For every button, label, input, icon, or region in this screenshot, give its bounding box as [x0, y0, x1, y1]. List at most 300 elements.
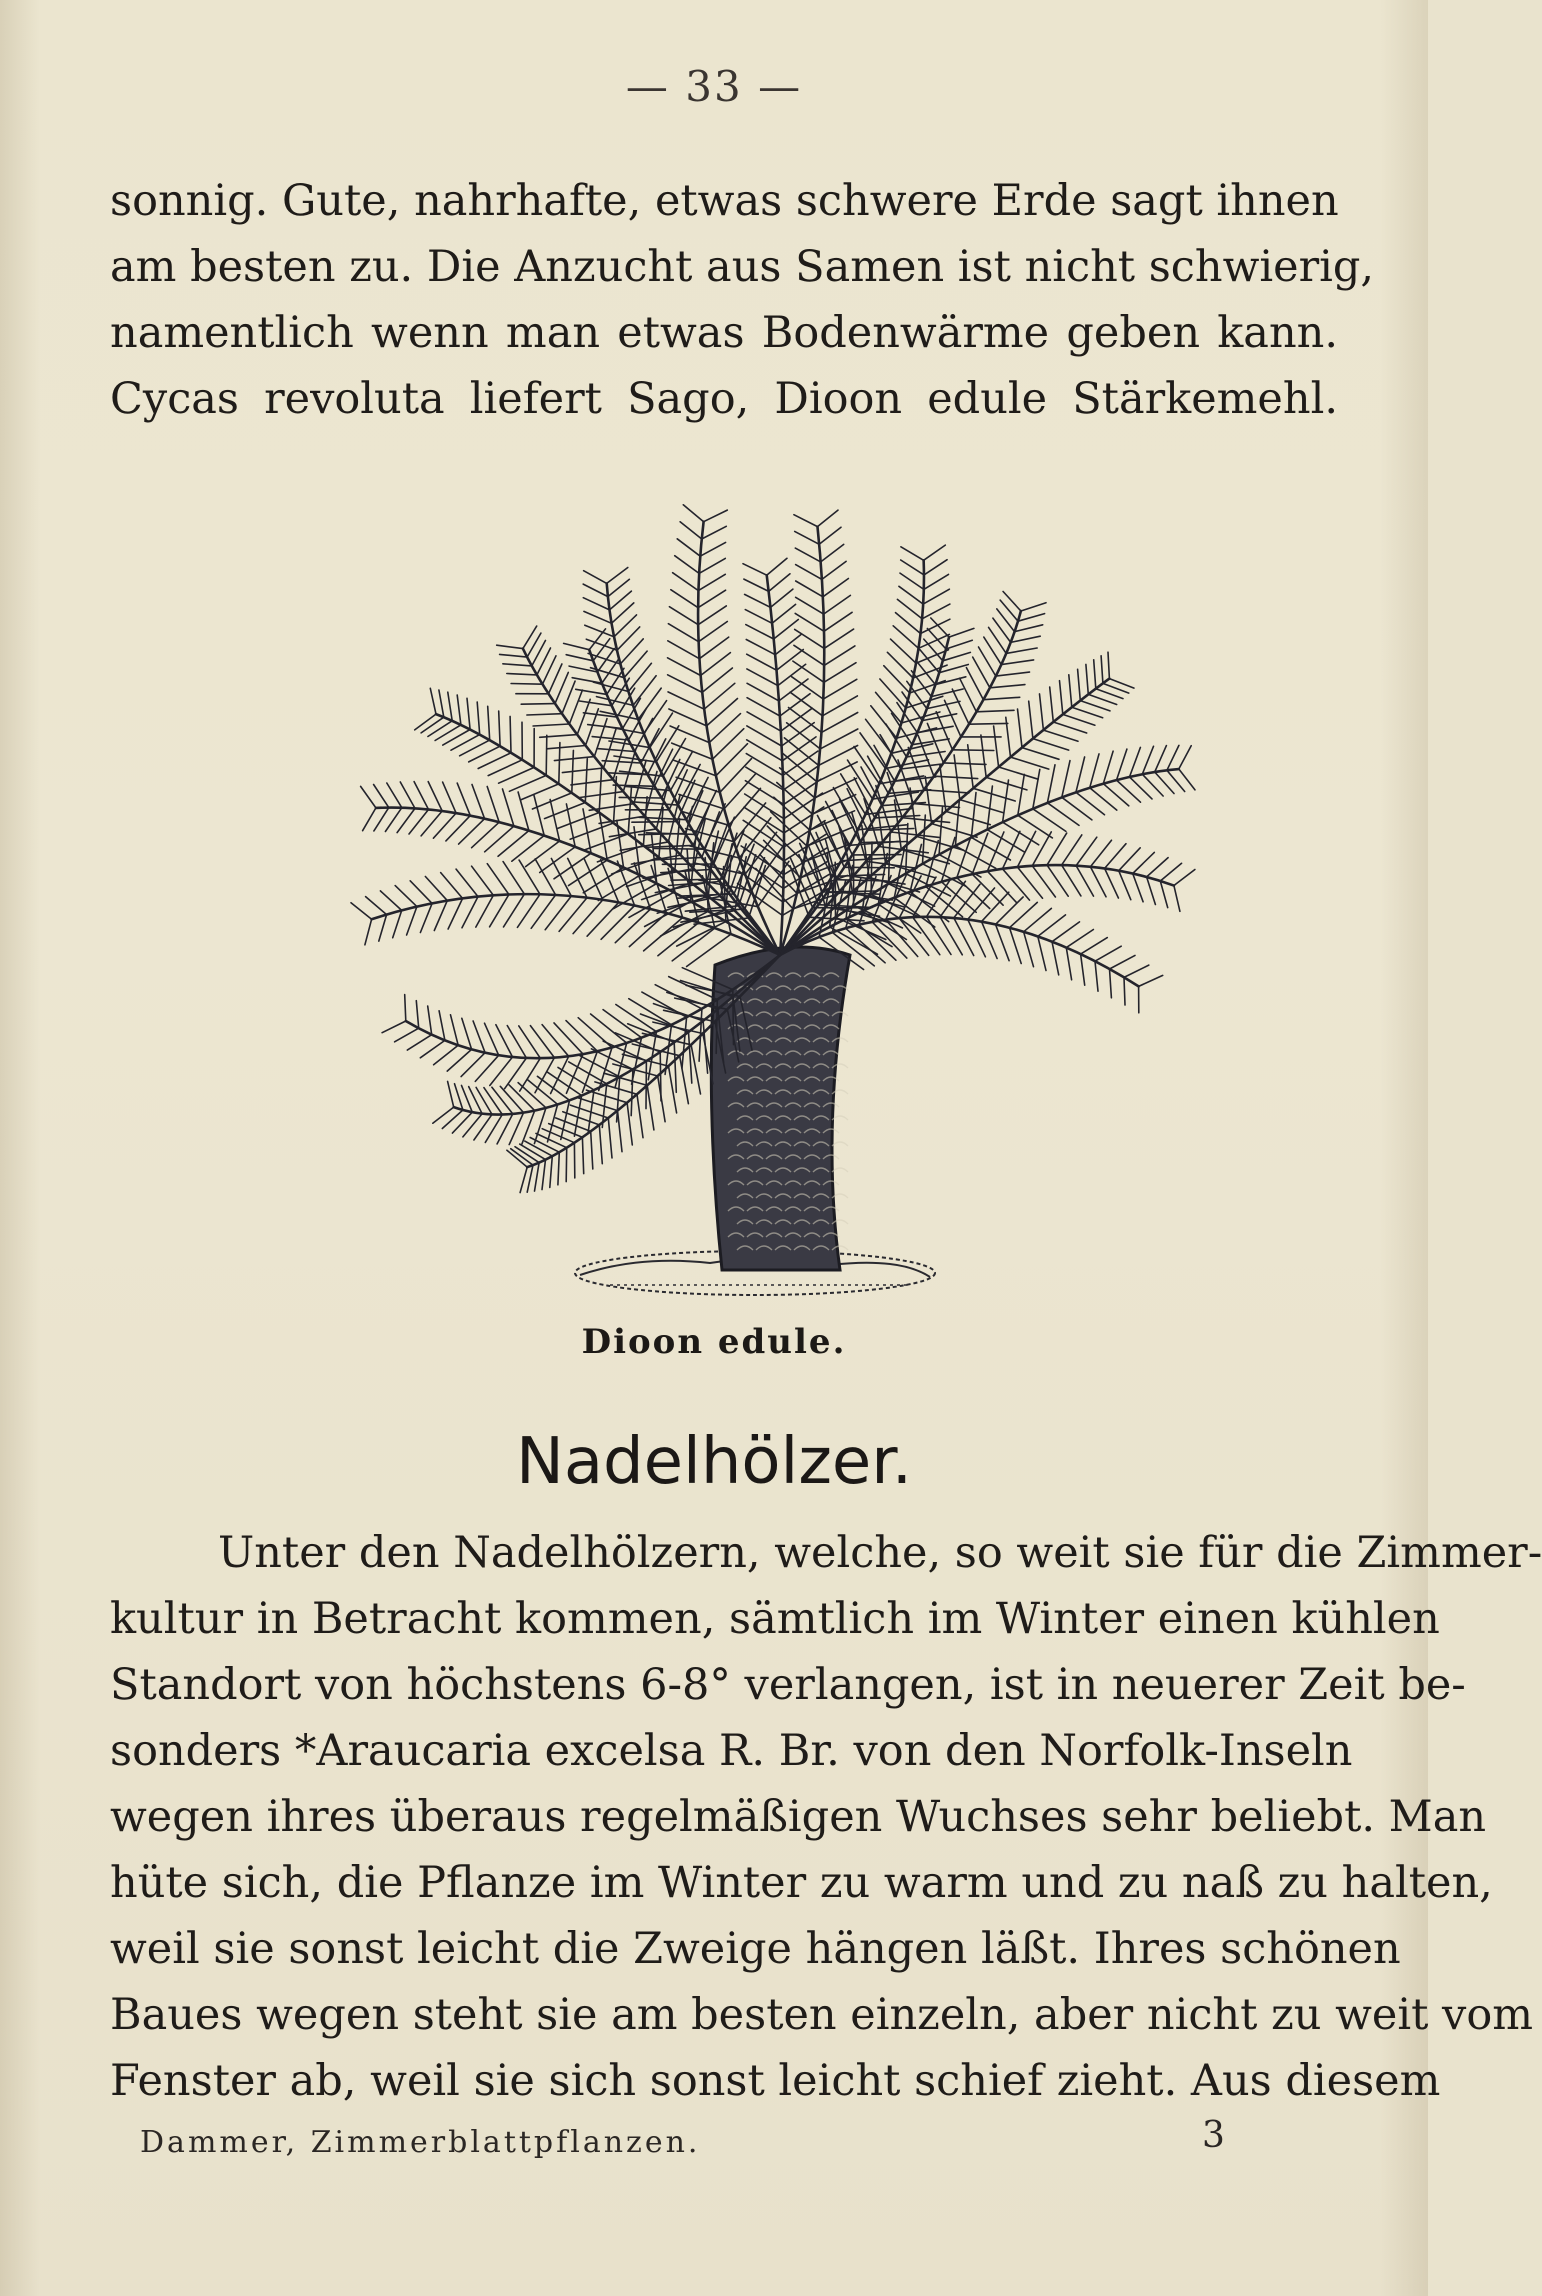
- frond-leaflet: [499, 767, 534, 783]
- frond-leaflet: [530, 1138, 559, 1153]
- frond-leaflet: [860, 842, 908, 843]
- frond-leaflet: [546, 735, 547, 775]
- frond-leaflet: [871, 706, 897, 738]
- frond-leaflet: [1011, 636, 1040, 642]
- frond-leaflet: [585, 625, 614, 637]
- frond-leaflet: [822, 561, 846, 579]
- frond-leaflet: [1142, 746, 1153, 774]
- frond-leaflet: [503, 664, 532, 666]
- frond-leaflet: [746, 625, 774, 639]
- frond-leaflet: [1001, 660, 1033, 665]
- frond-leaflet: [772, 604, 796, 623]
- frond-leaflet: [1052, 942, 1059, 975]
- frond-leaflet: [1017, 867, 1042, 898]
- frond-leaflet: [414, 782, 428, 810]
- frond-leaflet: [509, 775, 546, 791]
- frond-leaflet: [669, 709, 707, 726]
- frond-leaflet: [1060, 681, 1063, 715]
- frond-leaflet: [771, 589, 793, 607]
- frond-leaflet: [1052, 922, 1080, 942]
- frond-leaflet: [1018, 774, 1025, 815]
- frond-leaflet: [503, 789, 514, 826]
- frond-leaflet: [566, 1148, 567, 1182]
- frond-leaflet: [1050, 687, 1054, 722]
- frond-leaflet: [583, 584, 608, 597]
- frond-leaflet: [572, 678, 602, 684]
- frond-leaflet: [954, 918, 974, 956]
- frond-leaflet: [555, 672, 568, 703]
- frond-leaflet: [671, 590, 698, 608]
- frond-leaflet: [983, 697, 1019, 699]
- frond-leaflet: [1105, 868, 1119, 898]
- frond-leaflet: [823, 696, 858, 716]
- frond-leaflet: [712, 729, 743, 760]
- frond-leaflet: [559, 898, 587, 932]
- frond-leaflet: [441, 873, 463, 899]
- frond-leaflet: [1110, 969, 1112, 998]
- frond-leaflet: [573, 900, 603, 934]
- frond-leaflet: [846, 928, 886, 963]
- trunk-scale: [832, 1142, 848, 1146]
- frond-leaflet: [571, 780, 613, 785]
- frond-leaflet: [702, 526, 727, 539]
- frond-leaflet: [503, 862, 524, 895]
- frond-leaflet: [512, 836, 544, 862]
- frond-leaflet: [1108, 652, 1109, 678]
- frond-leaflet: [824, 595, 851, 614]
- frond-leaflet: [379, 915, 387, 942]
- frond-leaflet: [657, 896, 708, 913]
- frond-leaflet: [931, 689, 963, 697]
- frond-leaflet: [1090, 867, 1106, 897]
- frond-rachis: [780, 679, 1109, 955]
- frond-leaflet: [745, 794, 784, 819]
- frond-leaflet: [1095, 961, 1098, 991]
- frond-leaflet: [351, 903, 372, 920]
- frond-leaflet: [520, 1167, 527, 1193]
- frond-leaflet: [1155, 746, 1167, 772]
- frond-leaflet: [1010, 928, 1022, 964]
- frond-leaflet: [629, 999, 672, 1025]
- frond-leaflet: [940, 766, 946, 812]
- frond-leaflet: [637, 1094, 643, 1137]
- frond-leaflet: [548, 1072, 582, 1095]
- frond-leaflet: [554, 1023, 583, 1054]
- frond-leaflet: [439, 690, 444, 717]
- frond-leaflet: [981, 735, 986, 777]
- frond-leaflet: [415, 714, 436, 730]
- frond-leaflet: [952, 689, 969, 724]
- frond-leaflet: [926, 917, 951, 955]
- text-line: Baues wegen steht sie am besten einzeln, aber nicht zu weit vom: [110, 1990, 1533, 2040]
- section-heading: Nadelhölzer.: [515, 1425, 913, 1499]
- frond-leaflet: [603, 1010, 641, 1038]
- frond-leaflet: [795, 548, 820, 562]
- frond-leaflet: [848, 760, 873, 799]
- frond-leaflet: [1105, 844, 1126, 869]
- frond-leaflet: [917, 726, 953, 732]
- frond-leaflet: [374, 808, 389, 831]
- frond-leaflet: [796, 565, 822, 580]
- frond-leaflet: [745, 594, 771, 607]
- frond-leaflet: [1088, 694, 1116, 704]
- frond-leaflet: [578, 1098, 617, 1111]
- frond-leaflet: [1076, 757, 1085, 792]
- frond-leaflet: [1072, 707, 1103, 718]
- page-number: — 33 —: [625, 62, 803, 111]
- text-line: kultur in Betracht kommen, sämtlich im Winter einen kühlen: [110, 1594, 1440, 1644]
- frond-leaflet: [746, 640, 775, 655]
- frond-leaflet: [777, 650, 804, 671]
- frond-leaflet: [769, 574, 790, 592]
- frond-leaflet: [880, 679, 906, 708]
- frond-leaflet: [632, 822, 677, 823]
- frond-leaflet: [1040, 694, 1044, 730]
- frond-leaflet: [535, 859, 555, 895]
- frond-leaflet: [680, 522, 702, 539]
- frond-leaflet: [1062, 761, 1070, 798]
- frond-leaflet: [531, 895, 555, 928]
- text-line: Standort von höchstens 6-8° verlangen, ist in neuerer Zeit be-: [110, 1660, 1466, 1710]
- frond-leaflet: [743, 564, 767, 576]
- frond-leaflet: [669, 607, 698, 625]
- frond-leaflet: [784, 793, 823, 819]
- frond-leaflet: [1179, 746, 1191, 769]
- frond-leaflet: [899, 918, 929, 955]
- frond-leaflet: [699, 622, 728, 642]
- frond-leaflet: [457, 695, 461, 725]
- text-line: sonnig. Gute, nahrhafte, etwas schwere Erde sagt ihnen: [110, 176, 1339, 226]
- frond-leaflet: [699, 637, 728, 659]
- frond-leaflet: [405, 995, 406, 1021]
- frond-leaflet: [550, 800, 560, 842]
- frond-leaflet: [600, 814, 608, 860]
- frond-leaflet: [1000, 600, 1018, 621]
- frond-leaflet: [1103, 751, 1113, 784]
- frond-leaflet: [745, 610, 772, 624]
- frond-leaflet: [923, 589, 949, 604]
- frond-leaflet: [932, 824, 978, 838]
- frond-leaflet: [699, 558, 725, 573]
- frond-leaflet: [668, 641, 700, 659]
- frond-leaflet: [818, 510, 839, 526]
- frond-leaflet: [487, 864, 509, 895]
- frond-leaflet: [395, 886, 417, 907]
- frond-leaflet: [1081, 938, 1108, 955]
- cycad-tree-illustration: [310, 485, 1150, 1320]
- frond-leaflet: [1094, 660, 1096, 689]
- frond-leaflet: [744, 579, 769, 591]
- text-line: hüte sich, die Pflanze im Winter zu warm und zu naß zu halten,: [110, 1858, 1493, 1908]
- frond-leaflet: [946, 640, 972, 649]
- frond-leaflet: [1021, 603, 1046, 611]
- frond-leaflet: [1090, 754, 1099, 788]
- frond-leaflet: [434, 901, 447, 931]
- frond-leaflet: [566, 804, 575, 847]
- frond-leaflet: [747, 683, 779, 701]
- frond-leaflet: [1080, 701, 1110, 711]
- frond-leaflet: [1003, 592, 1021, 612]
- frond-leaflet: [673, 573, 699, 591]
- frond-leaflet: [668, 692, 704, 709]
- frond-leaflet: [643, 797, 647, 846]
- frond-leaflet: [940, 917, 962, 955]
- frond-leaflet: [385, 808, 401, 832]
- frond-leaflet: [689, 1032, 692, 1083]
- frond-leaflet: [400, 782, 415, 808]
- frond-leaflet: [380, 891, 401, 911]
- frond-leaflet: [1047, 765, 1055, 803]
- frond-leaflet: [847, 789, 868, 831]
- frond-leaflet: [743, 820, 784, 847]
- frond-leaflet: [902, 818, 949, 823]
- frond-leaflet: [999, 767, 1039, 779]
- frond-leaflet: [698, 606, 726, 625]
- text-line: sonders *Araucaria excelsa R. Br. von den Norfolk-Inseln: [110, 1726, 1353, 1776]
- frond-leaflet: [924, 574, 949, 589]
- frond-leaflet: [443, 782, 457, 813]
- frond-leaflet: [901, 547, 924, 561]
- frond-leaflet: [667, 992, 718, 1009]
- frond-leaflet: [968, 745, 974, 789]
- frond-leaflet: [602, 761, 641, 763]
- frond-leaflet: [668, 658, 701, 676]
- frond-leaflet: [570, 823, 613, 839]
- frond-leaflet: [824, 663, 856, 683]
- frond-leaflet: [897, 599, 922, 618]
- frond-leaflet: [794, 515, 818, 527]
- frond-leaflet: [488, 760, 522, 776]
- frond-leaflet: [1119, 871, 1131, 900]
- frond-leaflet: [908, 748, 924, 790]
- frond-leaflet: [1024, 932, 1034, 967]
- frond-leaflet: [987, 832, 1004, 871]
- frond-leaflet: [457, 783, 470, 816]
- frond-leaflet: [821, 544, 844, 562]
- frond-leaflet: [924, 545, 946, 560]
- frond-leaflet: [599, 768, 601, 813]
- frond-leaflet: [607, 568, 628, 584]
- text-line: am besten zu. Die Anzucht aus Samen ist nicht schwierig,: [110, 242, 1375, 292]
- frond-leaflet: [1090, 840, 1111, 867]
- frond-leaflet: [434, 1045, 459, 1065]
- frond-leaflet: [1174, 886, 1180, 912]
- frond-leaflet: [608, 1118, 612, 1158]
- frond-leaflet: [519, 860, 540, 894]
- trunk-scale: [832, 1168, 848, 1172]
- frond-leaflet: [1117, 749, 1127, 780]
- frond-leaflet: [518, 1083, 546, 1108]
- frond-leaflet: [973, 788, 1015, 801]
- frond-leaflet: [724, 774, 756, 809]
- frond-leaflet: [1174, 870, 1195, 886]
- frond-leaflet: [1062, 835, 1082, 865]
- frond-leaflet: [1119, 848, 1141, 871]
- text-line: namentlich wenn man etwas Bodenwärme geben kann.: [110, 308, 1338, 358]
- frond-leaflet: [507, 674, 537, 675]
- frond-leaflet: [521, 704, 555, 705]
- frond-leaflet: [795, 629, 825, 648]
- trunk-scale: [832, 1116, 848, 1120]
- frond-leaflet: [744, 807, 784, 833]
- frond-leaflet: [557, 813, 599, 829]
- frond-leaflet: [467, 698, 470, 729]
- frond-leaflet: [996, 672, 1030, 676]
- frond-leaflet: [545, 896, 571, 930]
- frond-leaflet: [566, 1021, 597, 1052]
- frond-leaflet: [1053, 722, 1086, 733]
- frond-leaflet: [844, 867, 894, 868]
- frond-leaflet: [592, 737, 628, 740]
- frond-leaflet: [484, 1088, 502, 1115]
- frond-leaflet: [922, 604, 950, 619]
- frond-leaflet: [547, 746, 586, 749]
- frond-leaflet: [1081, 954, 1085, 985]
- top-paragraph: [110, 168, 1375, 432]
- frond-leaflet: [420, 1040, 445, 1057]
- frond-leaflet: [677, 539, 700, 556]
- frond-leaflet: [901, 560, 924, 575]
- footer-signature-number: 3: [1202, 2115, 1225, 2156]
- frond-leaflet: [796, 581, 823, 597]
- body-paragraph: [110, 1520, 1542, 2114]
- frond-leaflet: [601, 906, 635, 940]
- footer-author-title: Dammer, Zimmerblattpflanzen.: [140, 2125, 701, 2160]
- frond-leaflet: [944, 763, 987, 765]
- frond-leaflet: [767, 558, 787, 575]
- frond-leaflet: [428, 721, 452, 737]
- frond-leaflet: [949, 628, 974, 637]
- frond-leaflet: [778, 664, 806, 685]
- frond-leaflet: [473, 1021, 485, 1053]
- frond-leaflet: [1003, 831, 1020, 869]
- frond-leaflet: [535, 1163, 540, 1192]
- frond-leaflet: [439, 1011, 445, 1041]
- frond-leaflet: [783, 751, 818, 775]
- frond-leaflet: [534, 1108, 546, 1144]
- frond-leaflet: [1032, 832, 1051, 866]
- frond-leaflet: [584, 611, 612, 623]
- frond-leaflet: [577, 699, 590, 734]
- frond-leaflet: [395, 1028, 419, 1042]
- text-line: weil sie sonst leicht die Zweige hängen läßt. Ihres schönen: [110, 1924, 1401, 1974]
- frond-leaflet: [485, 826, 514, 852]
- frond-leaflet: [542, 1160, 546, 1190]
- frond-leaflet: [996, 924, 1010, 960]
- frond-leaflet: [1032, 866, 1055, 897]
- frond-leaflet: [410, 881, 432, 904]
- frond-leaflet: [924, 560, 947, 575]
- frond-leaflet: [558, 1152, 559, 1185]
- frond-leaflet: [1033, 739, 1069, 751]
- frond-leaflet: [824, 646, 855, 666]
- frond-leaflet: [668, 624, 698, 642]
- frond-leaflet: [747, 654, 777, 670]
- frond-leaflet: [927, 701, 960, 708]
- frond-leaflet: [1124, 977, 1125, 1005]
- frond-leaflet: [521, 784, 559, 800]
- frond-leaflet: [1095, 946, 1121, 961]
- frond-leaflet: [820, 729, 858, 749]
- frond-leaflet: [1147, 877, 1156, 905]
- frond-leaflet: [476, 1087, 492, 1114]
- frond-leaflet: [1124, 965, 1149, 977]
- frond-leaflet: [393, 910, 402, 937]
- frond-leaflet: [698, 590, 726, 608]
- frond-leaflet: [363, 808, 376, 831]
- frond-leaflet: [913, 917, 940, 955]
- frond-leaflet: [537, 1076, 569, 1100]
- frond-leaflet: [608, 579, 630, 596]
- text-line: Unter den Nadelhölzern, welche, so weit sie für die Zimmer-: [218, 1528, 1542, 1578]
- frond-leaflet: [668, 675, 703, 693]
- frond-leaflet: [969, 723, 1008, 724]
- frond-leaflet: [1133, 852, 1155, 873]
- frond-leaflet: [472, 866, 494, 895]
- frond-leaflet: [1018, 709, 1023, 748]
- frond-leaflet: [511, 684, 542, 685]
- frond-leaflet: [580, 1056, 620, 1077]
- frond-leaflet: [794, 645, 824, 665]
- frond-leaflet: [647, 1085, 654, 1130]
- frond-leaflet: [626, 786, 671, 790]
- frond-leaflet: [497, 645, 523, 648]
- frond-leaflet: [361, 786, 376, 808]
- frond-leaflet: [784, 738, 818, 766]
- frond-leaflet: [519, 1026, 541, 1058]
- figure-caption: Dioon edule.: [581, 1322, 847, 1362]
- frond-leaflet: [407, 907, 417, 935]
- frond-leaflet: [428, 782, 442, 811]
- frond-leaflet: [569, 690, 582, 724]
- frond-leaflet: [823, 579, 849, 597]
- frond-leaflet: [747, 698, 780, 716]
- frond-leaflet: [462, 897, 478, 928]
- frond-leaflet: [584, 571, 607, 584]
- frond-leaflet: [1069, 675, 1072, 708]
- frond-leaflet: [559, 743, 560, 784]
- frond-leaflet: [374, 785, 389, 808]
- frond-leaflet: [530, 1026, 554, 1058]
- frond-leaflet: [562, 768, 603, 773]
- frond-leaflet: [747, 669, 778, 686]
- frond-leaflet: [622, 1054, 668, 1066]
- frond-leaflet: [510, 716, 511, 752]
- frond-leaflet: [819, 527, 841, 544]
- frond-leaflet: [1101, 656, 1103, 684]
- frond-leaflet: [1018, 614, 1045, 622]
- frond-leaflet: [599, 1125, 602, 1164]
- frond-leaflet: [1078, 669, 1081, 700]
- frond-leaflet: [587, 902, 619, 936]
- frond-leaflet: [823, 679, 857, 699]
- frond-leaflet: [784, 807, 824, 833]
- frond-leaflet: [629, 913, 666, 947]
- frond-leaflet: [1167, 745, 1179, 770]
- frond-leaflet: [953, 750, 994, 751]
- frond-leaflet: [472, 822, 500, 848]
- frond-leaflet: [550, 1156, 553, 1187]
- frond-leaflet: [720, 759, 752, 793]
- frond-leaflet: [533, 724, 569, 726]
- frond-leaflet: [425, 877, 447, 901]
- frond-leaflet: [976, 710, 1014, 712]
- frond-leaflet: [551, 859, 571, 897]
- frond-leaflet: [1038, 936, 1046, 970]
- frond-leaflet: [680, 1056, 689, 1104]
- frond-leaflet: [421, 717, 444, 733]
- frond-leaflet: [528, 1080, 558, 1105]
